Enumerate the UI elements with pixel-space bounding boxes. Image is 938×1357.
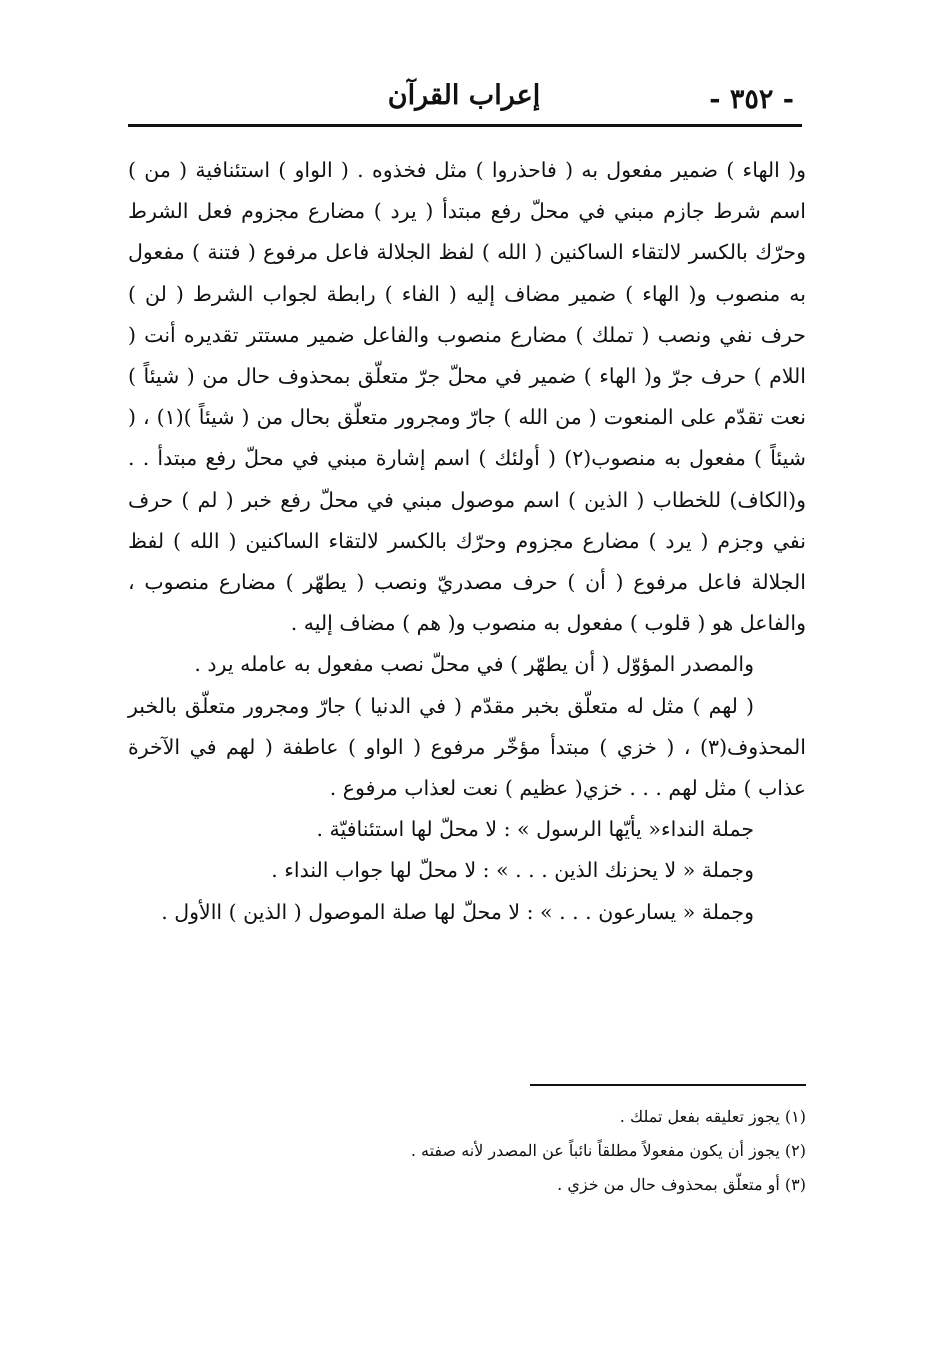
running-title: إعراب القرآن (387, 80, 541, 111)
footnote-rule (530, 1084, 806, 1086)
paragraph-lahum: ( لهم ) مثل له متعلّق بخبر مقدّم ( في الدنيا ) جارّ ومجرور متعلّق بالخبر المحذوف(٣) ، ( خزي ) مبتدأ مؤخّر مرفوع ( الواو ) عاطفة ( لهم في الآخرة عذاب ) مثل لهم . . . خزي( عظيم ) نعت لعذاب مرفوع . (128, 693, 806, 801)
paragraph-jumlat-nida: جملة النداء« يأيّها الرسول » : لا محلّ لها استئنافيّة . (316, 817, 754, 842)
header-rule (128, 124, 802, 127)
main-text (128, 150, 806, 933)
footnote-1: (١) يجوز تعليقه بفعل تملك . (619, 1107, 806, 1126)
footnotes (300, 1100, 806, 1202)
paragraph-jumlat-yusariun: وجملة « يسارعون . . . » : لا محلّ لها صلة الموصول ( الذين ) االأول . (161, 899, 754, 924)
footnote-2: (٢) يجوز أن يكون مفعولاً مطلقاً نائباً عن المصدر لأنه صفته . (410, 1141, 806, 1160)
paragraph-irab-verse: و( الهاء ) ضمير مفعول به ( فاحذروا ) مثل فخذوه . ( الواو ) استئنافية ( من ) اسم شرط جازم مبني في محلّ رفع مبتدأ ( يرد ) مضارع مجزوم فعل الشرط وحرّك بالكسر لالتقاء الساكنين ( الله ) لفظ الجلالة فاعل مرفوع ( فتنة ) مفعول به منصوب و( الهاء ) ضمير مضاف إليه ( الفاء ) رابطة لجواب الشرط ( لن ) حرف نفي ونصب ( تملك ) مضارع منصوب والفاعل ضمير مستتر تقديره أنت ( اللام ) حرف جرّ و( الهاء ) ضمير في محلّ جرّ متعلّق بمحذوف حال من ( شيئاً ) نعت تقدّم على المنعوت ( من الله ) جارّ ومجرور متعلّق بحال من ( شيئاً )(١) ، ( شيئاً ) مفعول به منصوب(٢) ( أولئك ) اسم إشارة مبني في محلّ رفع مبتدأ . . و(الكاف) للخطاب ( الذين ) اسم موصول مبني في محلّ رفع خبر ( لم ) حرف نفي وجزم ( يرد ) مضارع مجزوم وحرّك بالكسر لالتقاء الساكنين ( الله ) لفظ الجلالة فاعل مرفوع ( أن ) حرف مصدريّ ونصب ( يطهّر ) مضارع منصوب ، والفاعل هو ( قلوب ) مفعول به منصوب و( هم ) مضاف إليه . (128, 158, 806, 636)
footnote-3: (٣) أو متعلّق بمحذوف حال من خزي . (557, 1175, 806, 1194)
page-header (128, 78, 800, 122)
page-number: - ٣٥٢ - (709, 84, 794, 115)
paragraph-masdar: والمصدر المؤوّل ( أن يطهّر ) في محلّ نصب مفعول به عامله يرد . (194, 652, 754, 677)
paragraph-jumlat-la-yahzunk: وجملة « لا يحزنك الذين . . . » : لا محلّ لها جواب النداء . (271, 858, 754, 883)
